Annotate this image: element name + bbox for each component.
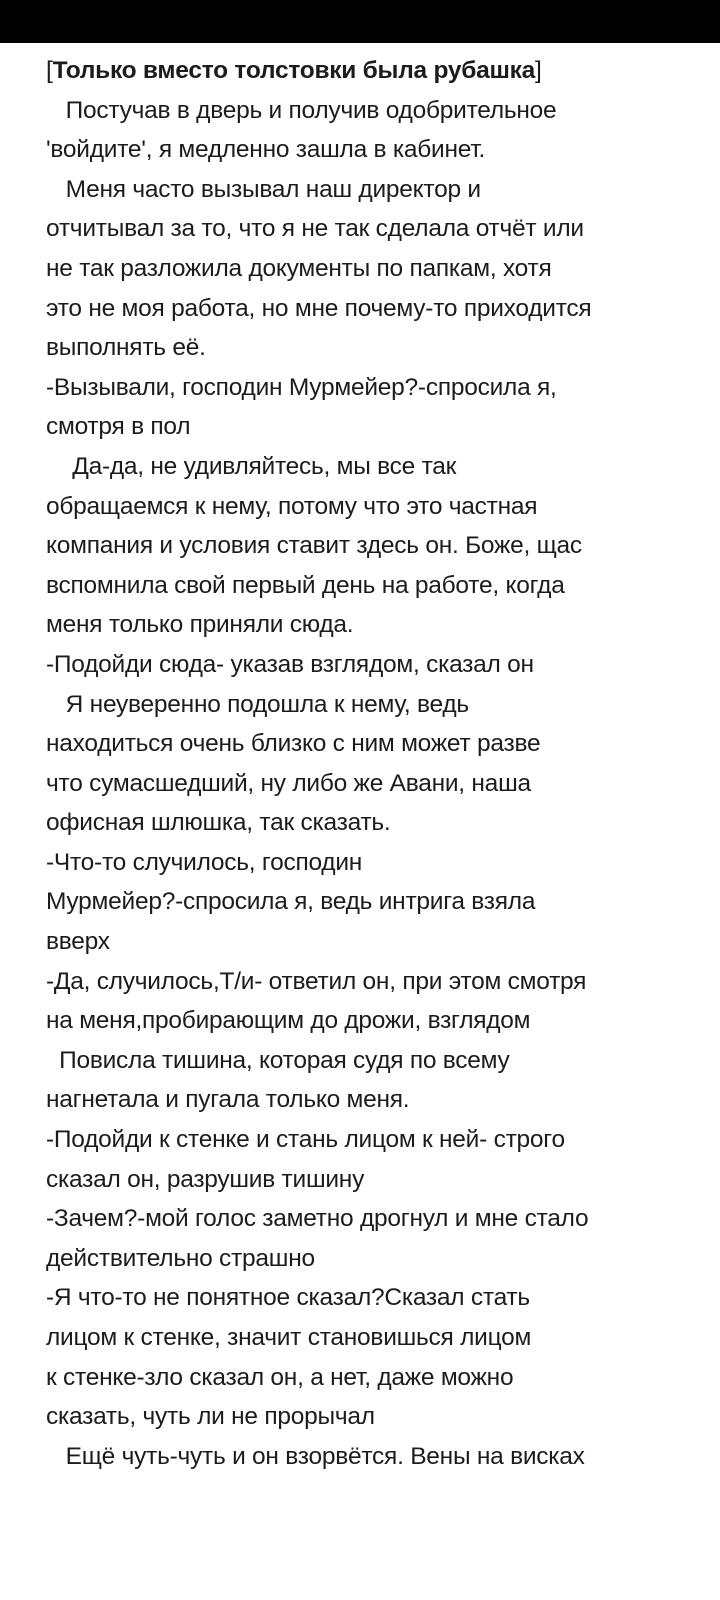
text-line: -Подойди к стенке и стань лицом к ней- строго (46, 1126, 565, 1154)
text-line: отчитывал за то, что я не так сделала отчёт или (46, 215, 584, 243)
text-line: -Зачем?-мой голос заметно дрогнул и мне стало (46, 1205, 589, 1233)
text-line: не так разложила документы по папкам, хотя (46, 254, 552, 282)
chapter-heading (46, 51, 698, 91)
text-line: офисная шлюшка, так сказать. (46, 809, 391, 837)
text-line: действительно страшно (46, 1244, 315, 1272)
text-line: лицом к стенке, значит становишься лицом (46, 1324, 532, 1351)
text-line: компания и условия ставит здесь он. Боже, щас (46, 532, 582, 560)
reader-content (46, 51, 698, 1476)
text-line: -Что-то случилось, господин (46, 848, 363, 876)
text-line: -Подойди сюда- указав взглядом, сказал он (46, 650, 534, 678)
text-line: это не моя работа, но мне почему-то приходится (46, 294, 592, 322)
text-line: Я неуверенно подошла к нему, ведь (46, 690, 469, 718)
heading-text: Только вместо толстовки была рубашка (52, 57, 536, 84)
text-line: вспомнила свой первый день на работе, когда (46, 571, 565, 599)
text-line: смотря в пол (46, 413, 191, 441)
text-line: находиться очень близко с ним может разве (46, 730, 541, 758)
status-bar (0, 0, 720, 43)
text-line: Меня часто вызывал наш директор и (46, 175, 481, 203)
story-text (46, 91, 698, 1477)
text-line: сказал он, разрушив тишину (46, 1165, 365, 1193)
text-line: к стенке-зло сказал он, а нет, даже можно (46, 1363, 514, 1391)
heading-open-bracket: [ (46, 57, 53, 84)
heading-close-bracket: ] (535, 57, 542, 84)
text-line: на меня,пробирающим до дрожи, взглядом (46, 1007, 531, 1035)
text-line: выполнять её. (46, 334, 206, 362)
text-line: 'войдите', я медленно зашла в кабинет. (46, 136, 486, 164)
text-line: обращаемся к нему, потому что это частная (46, 492, 538, 520)
text-line: сказать, чуть ли не прорычал (46, 1403, 375, 1431)
text-line: меня только приняли сюда. (46, 611, 354, 639)
text-line: Постучав в дверь и получив одобрительное (46, 96, 557, 124)
text-line: -Да, случилось,Т/и- ответил он, при этом смотря (46, 967, 587, 995)
text-line: Да-да, не удивляйтесь, мы все так (46, 452, 457, 480)
text-line: нагнетала и пугала только меня. (46, 1086, 410, 1114)
text-line: Мурмейер?-спросила я, ведь интрига взяла (46, 888, 536, 916)
text-line: -Я что-то не понятное сказал?Сказал стать (46, 1284, 530, 1312)
text-line: вверх (46, 928, 110, 956)
text-line: -Вызывали, господин Мурмейер?-спросила я, (46, 373, 557, 401)
text-line: Ещё чуть-чуть и он взорвётся. Вены на висках (46, 1442, 585, 1470)
text-line: Повисла тишина, которая судя по всему (46, 1046, 510, 1074)
text-line: что сумасшедший, ну либо же Авани, наша (46, 769, 531, 797)
